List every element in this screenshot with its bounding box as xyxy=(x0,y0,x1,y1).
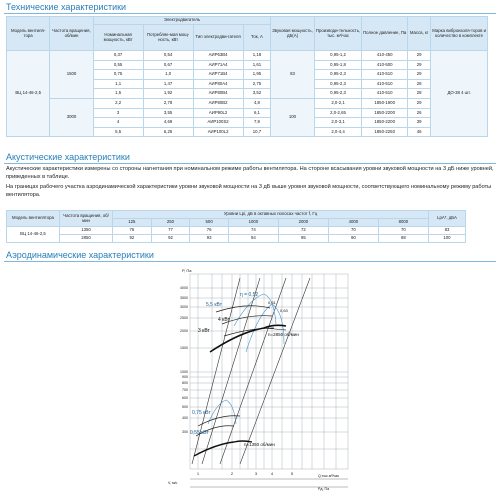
table-cell: 29 xyxy=(407,70,430,80)
y-tick: 4000 xyxy=(180,286,188,290)
table-cell: 1,18 xyxy=(243,51,271,61)
th-model: Модель вентиля-тора xyxy=(7,17,50,51)
y-tick: 400 xyxy=(182,416,188,420)
tech-section-title: Технические характеристики xyxy=(6,2,127,12)
table-cell: 4 xyxy=(93,118,143,128)
table-cell: АИР90L2 xyxy=(193,108,243,118)
th-freq: 125 xyxy=(113,219,152,227)
table-cell: 1850-2200 xyxy=(362,108,408,118)
table-cell: 28 xyxy=(407,79,430,89)
th-mass: Масса, кг xyxy=(407,17,430,51)
table-cell: 70 xyxy=(378,227,428,235)
th-vibro: Марка виброизоля-торов и количество в комплекте xyxy=(431,17,488,51)
table-cell: 1850-2200 xyxy=(362,118,408,128)
table-cell: 74 xyxy=(228,227,278,235)
table-cell: 0,37 xyxy=(93,51,143,61)
label-eta-063: 0,63 xyxy=(280,308,288,313)
table-cell: 94 xyxy=(228,235,278,243)
table-cell: 0,95-2,3 xyxy=(314,70,362,80)
table-cell: 1,0 xyxy=(143,70,193,80)
th-speed: Частота вращения, об/мин xyxy=(50,17,93,51)
acoustic-paragraph-2: На границах рабочего участка аэродинамической характеристики уровни звуковой мощности на 3 дБ выше уровня звуковой мощности, соответствующего номинальному режиму работы вентилятора. xyxy=(6,184,492,198)
table-cell: 72 xyxy=(278,227,328,235)
table-cell: 3,55 xyxy=(143,108,193,118)
secondary-scales xyxy=(190,479,348,487)
table-cell: 2,0-2,1 xyxy=(314,98,362,108)
table-cell-speed: 3000 xyxy=(50,98,93,136)
th-freq: 4000 xyxy=(328,219,378,227)
y-tick: 2000 xyxy=(180,329,188,333)
tech-table xyxy=(6,16,488,137)
table-cell: 0,95-1,8 xyxy=(314,60,362,70)
table-cell: 410-510 xyxy=(362,89,408,99)
table-cell: 4,8 xyxy=(243,98,271,108)
table-cell: 90 xyxy=(328,235,378,243)
table-cell: 2,78 xyxy=(143,98,193,108)
table-cell: 1,95 xyxy=(243,70,271,80)
label-power-3: 3 кВт xyxy=(198,328,210,334)
table-cell: 92 xyxy=(151,235,190,243)
label-eta-061: 0,61 xyxy=(268,300,276,305)
table-cell: АИР71В4 xyxy=(193,70,243,80)
table-cell-sound: 100 xyxy=(271,98,314,136)
y-tick: 700 xyxy=(182,388,188,392)
aero-chart xyxy=(160,264,360,496)
table-cell: 1,5 xyxy=(93,89,143,99)
label-power-055: 0,55 кВт xyxy=(190,430,209,436)
table-cell: 1,92 xyxy=(143,89,193,99)
acoustic-section-title: Акустические характеристики xyxy=(6,152,130,162)
table-cell: 0,95-2,3 xyxy=(314,79,362,89)
table-cell: 76 xyxy=(190,227,229,235)
th-ac-levels: Уровни Lpi, дБ в октавных полосах частот f, Гц xyxy=(113,211,429,219)
label-n1350: n=1350 об/мин xyxy=(244,442,275,447)
th-sound: Звуковая мощность, дБ(А) xyxy=(271,17,314,51)
y-tick: 900 xyxy=(182,375,188,379)
table-cell: АИР80В2 xyxy=(193,98,243,108)
table-cell: 46 xyxy=(407,127,430,137)
x-tick: 5 xyxy=(290,471,294,476)
table-cell: 92 xyxy=(113,235,152,243)
acoustic-paragraph-1: Акустические характеристики измерены со стороны нагнетания при номинальном режиме работы вентилятора. На стороне всасывания уровни звуковой мощности на 3 дБ ниже уровней, приведенных в таблице. xyxy=(6,166,494,180)
th-freq: 2000 xyxy=(278,219,328,227)
th-freq: 500 xyxy=(190,219,229,227)
y-tick: 500 xyxy=(182,405,188,409)
th-consumed-power: Потребляе-мая мощ-ность, кВт xyxy=(143,25,193,51)
table-cell: АИР71А4 xyxy=(193,60,243,70)
tech-section-divider xyxy=(4,13,496,14)
table-cell: 76 xyxy=(113,227,152,235)
table-cell: АИР100L2 xyxy=(193,127,243,137)
table-cell: 70 xyxy=(328,227,378,235)
curve-n2850-pointer xyxy=(264,328,286,330)
table-cell: 1350 xyxy=(60,227,113,235)
x-tick: 3 xyxy=(254,471,258,476)
acoustic-section-divider xyxy=(4,163,496,164)
table-cell: 0,54 xyxy=(143,51,193,61)
table-cell: АИР80В4 xyxy=(193,89,243,99)
v-axis-label: V, м/с xyxy=(168,481,178,485)
table-cell: 1,61 xyxy=(243,60,271,70)
aero-section-divider xyxy=(4,261,496,262)
table-cell-sound: 83 xyxy=(271,51,314,99)
y-tick: 300 xyxy=(182,430,188,434)
th-ac-lpa: LpA*, дБА xyxy=(429,211,466,227)
table-cell: 95 xyxy=(278,235,328,243)
label-power-55: 5,5 кВт xyxy=(206,302,222,308)
th-motor: Электродвигатель xyxy=(93,17,271,25)
table-cell: АИР63В4 xyxy=(193,51,243,61)
table-cell: 0,95-2,3 xyxy=(314,89,362,99)
table-cell: 6,1 xyxy=(243,108,271,118)
table-cell: 2,2 xyxy=(93,98,143,108)
table-cell: 10,7 xyxy=(243,127,271,137)
acoustic-table xyxy=(6,210,466,243)
table-cell: 29 xyxy=(407,60,430,70)
th-freq: 8000 xyxy=(378,219,428,227)
table-cell: 410-500 xyxy=(362,60,408,70)
table-cell: 29 xyxy=(407,98,430,108)
th-ac-model: Модель вентилятора xyxy=(7,211,60,227)
table-cell: 410-510 xyxy=(362,70,408,80)
table-cell: 93 xyxy=(190,235,229,243)
x-tick: 2 xyxy=(230,471,234,476)
table-cell: 3 xyxy=(93,108,143,118)
th-ac-speed: Частота вращения, об/мин xyxy=(60,211,113,227)
table-cell: 0,95-1,2 xyxy=(314,51,362,61)
table-cell: 1850-1900 xyxy=(362,98,408,108)
table-cell: 1,47 xyxy=(143,79,193,89)
th-nominal-power: Номинальная мощность, кВт xyxy=(93,25,143,51)
y-tick: 3500 xyxy=(180,296,188,300)
label-power-4: 4 кВт xyxy=(218,317,230,323)
y-tick: 1000 xyxy=(180,370,188,374)
table-cell: 4,69 xyxy=(143,118,193,128)
table-cell: 100 xyxy=(429,235,466,243)
table-cell: 0,75 xyxy=(93,70,143,80)
y-tick: 600 xyxy=(182,396,188,400)
table-cell: 410-510 xyxy=(362,79,408,89)
x-axis-label: Q,тыс.м³/час xyxy=(318,474,340,478)
th-current: Ток, А xyxy=(243,25,271,51)
table-cell: 29 xyxy=(407,51,430,61)
table-cell: 39 xyxy=(407,118,430,128)
label-power-075: 0,75 кВт xyxy=(192,410,211,416)
aero-section-title: Аэродинамические характеристики xyxy=(6,250,154,260)
x-tick: 1 xyxy=(196,471,200,476)
table-cell: АИР80А4 xyxy=(193,79,243,89)
y-tick: 800 xyxy=(182,381,188,385)
th-freq: 250 xyxy=(151,219,190,227)
table-cell: 1,1 xyxy=(93,79,143,89)
table-cell: 1850-2250 xyxy=(362,127,408,137)
th-motor-type: Тип электродви-гателя xyxy=(193,25,243,51)
table-cell: 6,25 xyxy=(143,127,193,137)
table-cell: 0,55 xyxy=(93,60,143,70)
y-tick: 1500 xyxy=(180,346,188,350)
table-cell: 2,0-2,65 xyxy=(314,108,362,118)
th-pressure: Полное давление, Па xyxy=(362,17,408,51)
table-cell: 2850 xyxy=(60,235,113,243)
table-cell-model: ВЦ 14-46-2,5 xyxy=(7,51,50,137)
table-cell: 2,75 xyxy=(243,79,271,89)
table-cell: 26 xyxy=(407,108,430,118)
table-cell: 2,0-3,1 xyxy=(314,118,362,128)
table-cell: 77 xyxy=(151,227,190,235)
table-cell: 3,52 xyxy=(243,89,271,99)
table-cell: 2,0-4,4 xyxy=(314,127,362,137)
table-cell: 410-450 xyxy=(362,51,408,61)
pd-axis-label: Pд, Па xyxy=(318,487,330,491)
table-cell-ac-model: ВЦ 14-46-2,5 xyxy=(7,227,60,243)
label-eta-052: η = 0,52 xyxy=(240,292,259,298)
y-tick: 3000 xyxy=(180,305,188,309)
table-cell: 0,67 xyxy=(143,60,193,70)
th-freq: 1000 xyxy=(228,219,278,227)
table-cell: 83 xyxy=(429,227,466,235)
table-cell: 88 xyxy=(378,235,428,243)
th-capacity: Производи-тельность, тыс. м³/час xyxy=(314,17,362,51)
table-cell-vibro: ДО-38 4 шт. xyxy=(431,51,488,137)
label-n2850: n=2850 об/мин xyxy=(268,332,299,337)
table-cell: 28 xyxy=(407,89,430,99)
y-axis-label: P, Па xyxy=(182,268,192,273)
table-cell-speed: 1500 xyxy=(50,51,93,99)
table-cell: АИР100S2 xyxy=(193,118,243,128)
table-cell: 5,5 xyxy=(93,127,143,137)
table-cell: 7,9 xyxy=(243,118,271,128)
y-tick: 2500 xyxy=(180,316,188,320)
x-tick: 4 xyxy=(270,471,274,476)
